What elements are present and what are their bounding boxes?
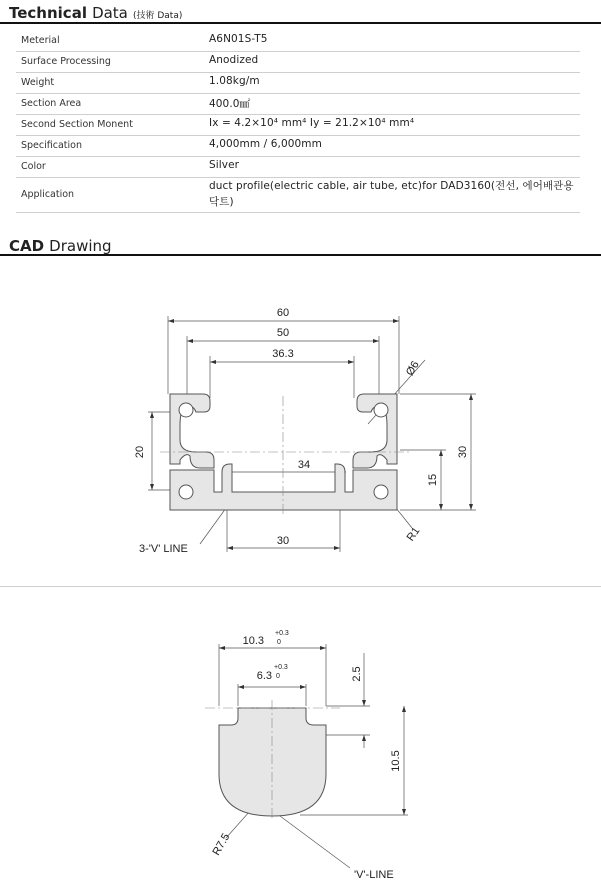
- row-label: Meterial: [21, 35, 60, 46]
- dim-10-5-label: 10.5: [390, 750, 402, 772]
- table-row: [16, 156, 580, 178]
- table-row: [16, 93, 580, 115]
- row-value: A6N01S-T5: [209, 33, 268, 45]
- dim-10-3-label: 10.3: [242, 635, 264, 647]
- table-row: [16, 72, 580, 94]
- row-value: 4,000mm / 6,000mm: [209, 138, 322, 150]
- table-row: [16, 114, 580, 136]
- technical-data-header: [0, 0, 601, 24]
- dim-6-3-label: 6.3: [256, 670, 272, 682]
- slot-detail-drawing: [0, 588, 601, 892]
- tol-10-3-lower: 0: [277, 639, 281, 646]
- dim-15-label: 15: [427, 473, 439, 487]
- table-row: [16, 30, 580, 52]
- section-divider: [0, 586, 601, 587]
- row-value: Silver: [209, 159, 240, 171]
- cad-drawing-header: [0, 234, 601, 256]
- dim-r1-label: R1: [404, 525, 423, 544]
- table-row: [16, 177, 580, 213]
- row-label: Specification: [21, 140, 82, 151]
- tol-6-3-lower: 0: [276, 673, 280, 680]
- dim-2-5-label: 2.5: [351, 666, 363, 682]
- v-line-label: 3-'V' LINE: [139, 543, 188, 555]
- row-label: Surface Processing: [21, 56, 111, 67]
- title-bold: Technical: [9, 4, 87, 22]
- cad-title-light: Drawing: [49, 237, 112, 255]
- slot-v-line-label: 'V'-LINE: [354, 869, 394, 881]
- table-row: [16, 51, 580, 73]
- row-label: Color: [21, 161, 46, 172]
- dim-r7-5-label: R7.5: [210, 831, 233, 858]
- title-small: (技術 Data): [132, 11, 183, 21]
- title-light: Data: [92, 4, 128, 22]
- cad-title-bold: CAD: [9, 237, 45, 255]
- dim-30-bottom-label: 30: [276, 535, 290, 547]
- profile-drawing: [0, 256, 601, 586]
- row-value: Anodized: [209, 54, 259, 66]
- row-value: duct profile(electric cable, air tube, etc)for DAD3160(전선, 에어배관용 닥트): [209, 180, 574, 208]
- row-label: Second Section Monent: [21, 119, 133, 130]
- dim-50-label: 50: [276, 327, 290, 339]
- row-value: 400.0㎟: [209, 98, 251, 110]
- dim-34-label: 34: [297, 459, 311, 471]
- row-label: Application: [21, 189, 75, 200]
- row-label: Section Area: [21, 98, 82, 109]
- dim-phi6-label: Ø6: [403, 359, 422, 378]
- row-value: Ix = 4.2×10⁴ mm⁴ Iy = 21.2×10⁴ mm⁴: [209, 117, 415, 129]
- dim-60-label: 60: [276, 307, 290, 319]
- table-row: [16, 135, 580, 157]
- technical-data-title: [9, 3, 182, 22]
- cad-drawing-title: [9, 236, 112, 255]
- row-value: 1.08kg/m: [209, 75, 260, 87]
- tol-6-3-upper: +0.3: [274, 664, 288, 671]
- dim-20-label: 20: [134, 445, 146, 459]
- dim-36-3-label: 36.3: [272, 348, 294, 360]
- row-label: Weight: [21, 77, 55, 88]
- dim-30-side-label: 30: [457, 445, 469, 459]
- tol-10-3-upper: +0.3: [275, 630, 289, 637]
